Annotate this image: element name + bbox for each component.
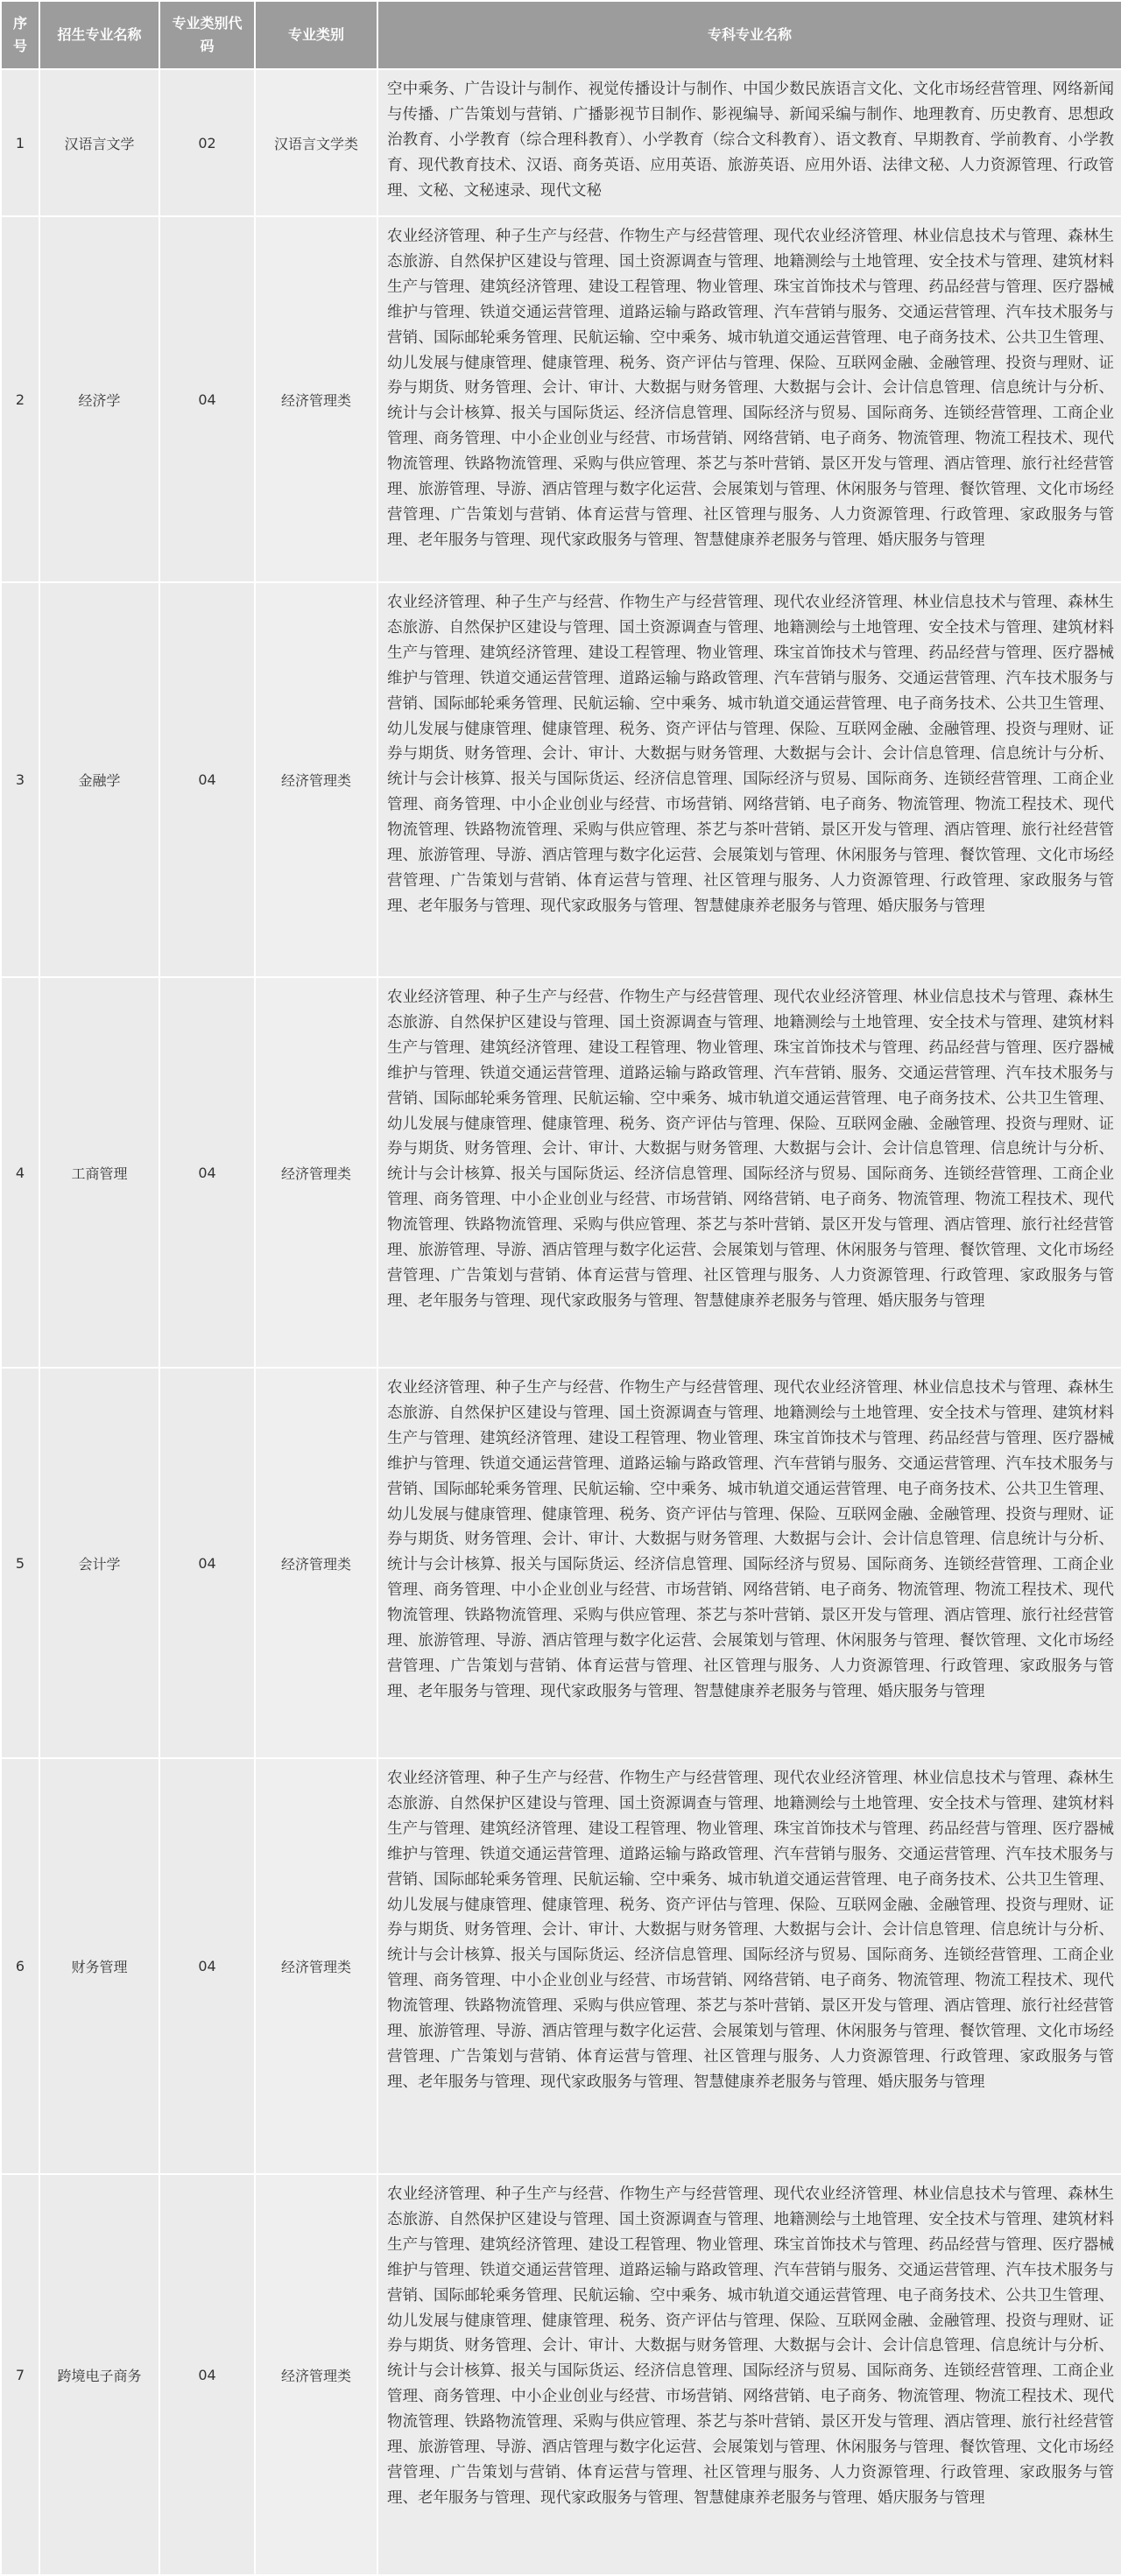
specialty-list: 农业经济管理、种子生产与经营、作物生产与经营管理、现代农业经济管理、林业信息技术与管理、森林生态旅游、自然保护区建设与管理、国土资源调查与管理、地籍测绘与土地管理、安全技术与管理、建筑材料生产与管理、建筑经济管理、建设工程管理、物业管理、珠宝首饰技术与管理、药品经营与管理、医疗器械维护与管理、铁道交通运营管理、道路运输与路政管理、汽车营销与服务、交通运营管理、汽车技术服务与营销、国际邮轮乘务管理、民航运输、空中乘务、城市轨道交通运营管理、电子商务技术、公共卫生管理、幼儿发展与健康管理、健康管理、税务、资产评估与管理、保险、互联网金融、金融管理、投资与理财、证券与期货、财务管理、会计、审计、大数据与财务管理、大数据与会计、会计信息管理、信息统计与分析、统计与会计核算、报关与国际货运、经济信息管理、国际经济与贸易、国际商务、连锁经营管理、工商企业管理、商务管理、中小企业创业与经营、市场营销、网络营销、电子商务、物流管理、物流工程技术、现代物流管理、铁路物流管理、采购与供应管理、茶艺与茶叶营销、景区开发与管理、酒店管理、旅行社经营管理、旅游管理、导游、酒店管理与数字化运营、会展策划与管理、休闲服务与管理、餐饮管理、文化市场经营管理、广告策划与营销、体育运营与管理、社区管理与服务、人力资源管理、行政管理、家政服务与管理、老年服务与管理、现代家政服务与管理、智慧健康养老服务与管理、婚庆服务与管理	[377, 2174, 1121, 2575]
category-code: 04	[159, 2174, 255, 2575]
header-specialties: 专科专业名称	[377, 1, 1121, 69]
row-number: 3	[1, 582, 39, 977]
table-row	[1, 1368, 1121, 1758]
row-number: 4	[1, 977, 39, 1368]
category-code: 02	[159, 69, 255, 216]
major-name: 会计学	[39, 1368, 159, 1758]
major-name: 财务管理	[39, 1758, 159, 2174]
row-number: 6	[1, 1758, 39, 2174]
category-name: 经济管理类	[255, 977, 377, 1368]
major-name: 工商管理	[39, 977, 159, 1368]
category-name: 经济管理类	[255, 582, 377, 977]
category-code: 04	[159, 1368, 255, 1758]
specialty-list: 农业经济管理、种子生产与经营、作物生产与经营管理、现代农业经济管理、林业信息技术与管理、森林生态旅游、自然保护区建设与管理、国土资源调查与管理、地籍测绘与土地管理、安全技术与管理、建筑材料生产与管理、建筑经济管理、建设工程管理、物业管理、珠宝首饰技术与管理、药品经营与管理、医疗器械维护与管理、铁道交通运营管理、道路运输与路政管理、汽车营销与服务、交通运营管理、汽车技术服务与营销、国际邮轮乘务管理、民航运输、空中乘务、城市轨道交通运营管理、电子商务技术、公共卫生管理、幼儿发展与健康管理、健康管理、税务、资产评估与管理、保险、互联网金融、金融管理、投资与理财、证券与期货、财务管理、会计、审计、大数据与财务管理、大数据与会计、会计信息管理、信息统计与分析、统计与会计核算、报关与国际货运、经济信息管理、国际经济与贸易、国际商务、连锁经营管理、工商企业管理、商务管理、中小企业创业与经营、市场营销、网络营销、电子商务、物流管理、物流工程技术、现代物流管理、铁路物流管理、采购与供应管理、茶艺与茶叶营销、景区开发与管理、酒店管理、旅行社经营管理、旅游管理、导游、酒店管理与数字化运营、会展策划与管理、休闲服务与管理、餐饮管理、文化市场经营管理、广告策划与营销、体育运营与管理、社区管理与服务、人力资源管理、行政管理、家政服务与管理、老年服务与管理、现代家政服务与管理、智慧健康养老服务与管理、婚庆服务与管理	[377, 1368, 1121, 1758]
table-row	[1, 582, 1121, 977]
major-name: 金融学	[39, 582, 159, 977]
row-number: 1	[1, 69, 39, 216]
table-row	[1, 977, 1121, 1368]
specialty-list: 农业经济管理、种子生产与经营、作物生产与经营管理、现代农业经济管理、林业信息技术与管理、森林生态旅游、自然保护区建设与管理、国土资源调查与管理、地籍测绘与土地管理、安全技术与管理、建筑材料生产与管理、建筑经济管理、建设工程管理、物业管理、珠宝首饰技术与管理、药品经营与管理、医疗器械维护与管理、铁道交通运营管理、道路运输与路政管理、汽车营销、服务、交通运营管理、汽车技术服务与营销、国际邮轮乘务管理、民航运输、空中乘务、城市轨道交通运营管理、电子商务技术、公共卫生管理、幼儿发展与健康管理、健康管理、税务、资产评估与管理、保险、互联网金融、金融管理、投资与理财、证券与期货、财务管理、会计、审计、大数据与财务管理、大数据与会计、会计信息管理、信息统计与分析、统计与会计核算、报关与国际货运、经济信息管理、国际经济与贸易、国际商务、连锁经营管理、工商企业管理、商务管理、中小企业创业与经营、市场营销、网络营销、电子商务、物流管理、物流工程技术、现代物流管理、铁路物流管理、采购与供应管理、茶艺与茶叶营销、景区开发与管理、酒店管理、旅行社经营管理、旅游管理、导游、酒店管理与数字化运营、会展策划与管理、休闲服务与管理、餐饮管理、文化市场经营管理、广告策划与营销、体育运营与管理、社区管理与服务、人力资源管理、行政管理、家政服务与管理、老年服务与管理、现代家政服务与管理、智慧健康养老服务与管理、婚庆服务与管理	[377, 977, 1121, 1368]
major-name: 经济学	[39, 216, 159, 582]
row-number: 7	[1, 2174, 39, 2575]
category-code: 04	[159, 1758, 255, 2174]
table-row	[1, 216, 1121, 582]
table-row	[1, 2174, 1121, 2575]
category-name: 经济管理类	[255, 1758, 377, 2174]
category-name: 经济管理类	[255, 216, 377, 582]
specialty-list: 空中乘务、广告设计与制作、视觉传播设计与制作、中国少数民族语言文化、文化市场经营管理、网络新闻与传播、广告策划与营销、广播影视节目制作、影视编导、新闻采编与制作、地理教育、历史教育、思想政治教育、小学教育（综合理科教育）、小学教育（综合文科教育）、语文教育、早期教育、学前教育、小学教育、现代教育技术、汉语、商务英语、应用英语、旅游英语、应用外语、法律文秘、人力资源管理、行政管理、文秘、文秘速录、现代文秘	[377, 69, 1121, 216]
header-category: 专业类别	[255, 1, 377, 69]
header-row	[1, 1, 1121, 69]
table-row	[1, 69, 1121, 216]
header-no: 序号	[1, 1, 39, 69]
category-code: 04	[159, 216, 255, 582]
category-name: 经济管理类	[255, 1368, 377, 1758]
table-row	[1, 1758, 1121, 2174]
category-code: 04	[159, 582, 255, 977]
specialty-list: 农业经济管理、种子生产与经营、作物生产与经营管理、现代农业经济管理、林业信息技术与管理、森林生态旅游、自然保护区建设与管理、国土资源调查与管理、地籍测绘与土地管理、安全技术与管理、建筑材料生产与管理、建筑经济管理、建设工程管理、物业管理、珠宝首饰技术与管理、药品经营与管理、医疗器械维护与管理、铁道交通运营管理、道路运输与路政管理、汽车营销与服务、交通运营管理、汽车技术服务与营销、国际邮轮乘务管理、民航运输、空中乘务、城市轨道交通运营管理、电子商务技术、公共卫生管理、幼儿发展与健康管理、健康管理、税务、资产评估与管理、保险、互联网金融、金融管理、投资与理财、证券与期货、财务管理、会计、审计、大数据与财务管理、大数据与会计、会计信息管理、信息统计与分析、统计与会计核算、报关与国际货运、经济信息管理、国际经济与贸易、国际商务、连锁经营管理、工商企业管理、商务管理、中小企业创业与经营、市场营销、网络营销、电子商务、物流管理、物流工程技术、现代物流管理、铁路物流管理、采购与供应管理、茶艺与茶叶营销、景区开发与管理、酒店管理、旅行社经营管理、旅游管理、导游、酒店管理与数字化运营、会展策划与管理、休闲服务与管理、餐饮管理、文化市场经营管理、广告策划与营销、体育运营与管理、社区管理与服务、人力资源管理、行政管理、家政服务与管理、老年服务与管理、现代家政服务与管理、智慧健康养老服务与管理、婚庆服务与管理	[377, 216, 1121, 582]
specialty-list: 农业经济管理、种子生产与经营、作物生产与经营管理、现代农业经济管理、林业信息技术与管理、森林生态旅游、自然保护区建设与管理、国土资源调查与管理、地籍测绘与土地管理、安全技术与管理、建筑材料生产与管理、建筑经济管理、建设工程管理、物业管理、珠宝首饰技术与管理、药品经营与管理、医疗器械维护与管理、铁道交通运营管理、道路运输与路政管理、汽车营销与服务、交通运营管理、汽车技术服务与营销、国际邮轮乘务管理、民航运输、空中乘务、城市轨道交通运营管理、电子商务技术、公共卫生管理、幼儿发展与健康管理、健康管理、税务、资产评估与管理、保险、互联网金融、金融管理、投资与理财、证券与期货、财务管理、会计、审计、大数据与财务管理、大数据与会计、会计信息管理、信息统计与分析、统计与会计核算、报关与国际货运、经济信息管理、国际经济与贸易、国际商务、连锁经营管理、工商企业管理、商务管理、中小企业创业与经营、市场营销、网络营销、电子商务、物流管理、物流工程技术、现代物流管理、铁路物流管理、采购与供应管理、茶艺与茶叶营销、景区开发与管理、酒店管理、旅行社经营管理、旅游管理、导游、酒店管理与数字化运营、会展策划与管理、休闲服务与管理、餐饮管理、文化市场经营管理、广告策划与营销、体育运营与管理、社区管理与服务、人力资源管理、行政管理、家政服务与管理、老年服务与管理、现代家政服务与管理、智慧健康养老服务与管理、婚庆服务与管理	[377, 1758, 1121, 2174]
header-major: 招生专业名称	[39, 1, 159, 69]
specialty-list: 农业经济管理、种子生产与经营、作物生产与经营管理、现代农业经济管理、林业信息技术与管理、森林生态旅游、自然保护区建设与管理、国土资源调查与管理、地籍测绘与土地管理、安全技术与管理、建筑材料生产与管理、建筑经济管理、建设工程管理、物业管理、珠宝首饰技术与管理、药品经营与管理、医疗器械维护与管理、铁道交通运营管理、道路运输与路政管理、汽车营销与服务、交通运营管理、汽车技术服务与营销、国际邮轮乘务管理、民航运输、空中乘务、城市轨道交通运营管理、电子商务技术、公共卫生管理、幼儿发展与健康管理、健康管理、税务、资产评估与管理、保险、互联网金融、金融管理、投资与理财、证券与期货、财务管理、会计、审计、大数据与财务管理、大数据与会计、会计信息管理、信息统计与分析、统计与会计核算、报关与国际货运、经济信息管理、国际经济与贸易、国际商务、连锁经营管理、工商企业管理、商务管理、中小企业创业与经营、市场营销、网络营销、电子商务、物流管理、物流工程技术、现代物流管理、铁路物流管理、采购与供应管理、茶艺与茶叶营销、景区开发与管理、酒店管理、旅行社经营管理、旅游管理、导游、酒店管理与数字化运营、会展策划与管理、休闲服务与管理、餐饮管理、文化市场经营管理、广告策划与营销、体育运营与管理、社区管理与服务、人力资源管理、行政管理、家政服务与管理、老年服务与管理、现代家政服务与管理、智慧健康养老服务与管理、婚庆服务与管理	[377, 582, 1121, 977]
row-number: 5	[1, 1368, 39, 1758]
category-code: 04	[159, 977, 255, 1368]
category-name: 汉语言文学类	[255, 69, 377, 216]
header-code: 专业类别代码	[159, 1, 255, 69]
row-number: 2	[1, 216, 39, 582]
major-name: 跨境电子商务	[39, 2174, 159, 2575]
category-name: 经济管理类	[255, 2174, 377, 2575]
major-name: 汉语言文学	[39, 69, 159, 216]
